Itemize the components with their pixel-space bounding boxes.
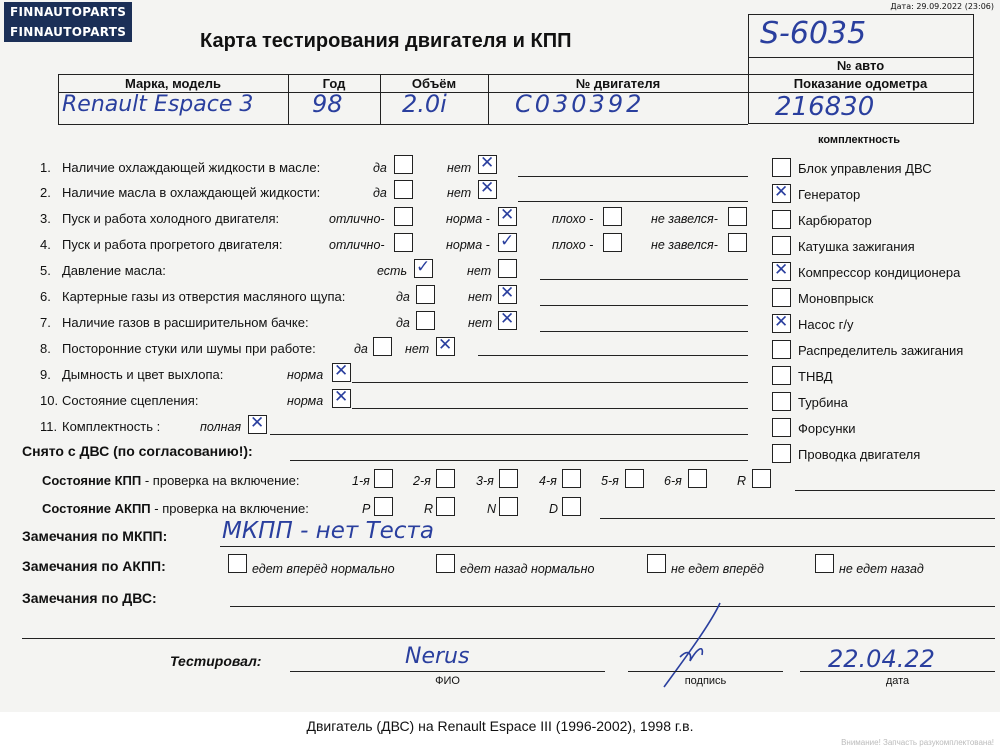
akpp-mode-checkbox-r[interactable] (436, 497, 455, 516)
akpp-remark-checkbox-1[interactable] (228, 554, 247, 573)
comp-checkbox-7[interactable] (772, 314, 791, 333)
q2-opt1-checkbox[interactable] (394, 180, 413, 199)
comp-label-12: Проводка двигателя (798, 447, 921, 462)
kpp-gear-checkbox-4[interactable] (562, 469, 581, 488)
kpp-gear-label-2: 2-я (413, 474, 431, 488)
q7-text: Наличие газов в расширительном бачке: (62, 315, 309, 330)
odometer-label: Показание одометра (793, 76, 928, 91)
tested-date-value: 22.04.22 (828, 645, 935, 673)
q2-text: Наличие масла в охлаждающей жидкости: (62, 185, 321, 200)
q11-num: 11. (40, 419, 58, 434)
q8-opt2-label: нет (405, 342, 430, 356)
akpp-remark-label-3: не едет вперёд (671, 562, 764, 576)
q7-opt1-checkbox[interactable] (416, 311, 435, 330)
auto-number-label: № авто (836, 58, 885, 73)
q5-text: Давление масла: (62, 263, 166, 278)
akpp-mode-checkbox-n[interactable] (499, 497, 518, 516)
q3-opt3-checkbox[interactable] (603, 207, 622, 226)
comp-label-6: Моновпрыск (798, 291, 874, 306)
q2-num: 2. (40, 185, 51, 200)
q8-opt1-checkbox[interactable] (373, 337, 392, 356)
kpp-gear-label-5: 5-я (601, 474, 619, 488)
comp-label-10: Турбина (798, 395, 848, 410)
comp-label-4: Катушка зажигания (798, 239, 915, 254)
q8-opt2-checkbox[interactable] (436, 337, 455, 356)
akpp-remark-label-2: едет назад нормально (460, 562, 595, 576)
volume-value: 2.0i (402, 90, 447, 118)
q4-opt1-checkbox[interactable] (394, 233, 413, 252)
q4-opt2-checkbox[interactable] (498, 233, 517, 252)
kpp-gear-checkbox-r[interactable] (752, 469, 771, 488)
comp-checkbox-4[interactable] (772, 236, 791, 255)
header-year-label: Год (322, 76, 346, 91)
q7-opt2-checkbox[interactable] (498, 311, 517, 330)
q3-opt1-label: отлично- (329, 212, 385, 226)
watermark-logo-1: FINNAUTOPARTS (4, 2, 132, 22)
q4-opt4-label: не завелся- (651, 238, 718, 252)
akpp-suffix: - проверка на включение: (150, 501, 309, 516)
q5-opt1-checkbox[interactable] (414, 259, 433, 278)
q8-num: 8. (40, 341, 51, 356)
comp-checkbox-5[interactable] (772, 262, 791, 281)
q9-num: 9. (40, 367, 51, 382)
kpp-gear-label-4: 4-я (539, 474, 557, 488)
q4-opt1-label: отлично- (329, 238, 385, 252)
make-model-value: Renault Espace 3 (62, 92, 254, 117)
kpp-suffix: - проверка на включение: (141, 473, 300, 488)
tested-name-caption: ФИО (435, 675, 460, 687)
q7-num: 7. (40, 315, 51, 330)
akpp-mode-checkbox-p[interactable] (374, 497, 393, 516)
comp-checkbox-10[interactable] (772, 392, 791, 411)
q3-opt1-checkbox[interactable] (394, 207, 413, 226)
q5-opt2-checkbox[interactable] (498, 259, 517, 278)
q6-text: Картерные газы из отверстия масляного щупа: (62, 289, 346, 304)
header-engine-no-label: № двигателя (575, 76, 661, 91)
photo-caption: Двигатель (ДВС) на Renault Espace III (1996-2002), 1998 г.в. (306, 718, 694, 734)
akpp-label: Состояние АКПП (42, 501, 151, 516)
akpp-remark-label-1: едет вперёд нормально (252, 562, 395, 576)
akpp-mode-label-n: N (487, 502, 497, 516)
comp-label-7: Насос г/у (798, 317, 854, 332)
q11-opt1-label: полная (200, 420, 242, 434)
kpp-label: Состояние КПП (42, 473, 142, 488)
comp-label-1: Блок управления ДВС (798, 161, 932, 176)
remarks-dvs-label: Замечания по ДВС: (22, 590, 157, 606)
akpp-mode-label-p: P (362, 502, 371, 516)
q10-num: 10. (40, 393, 59, 408)
akpp-line (42, 501, 309, 516)
akpp-remark-checkbox-3[interactable] (647, 554, 666, 573)
q4-num: 4. (40, 237, 51, 252)
q3-opt3-label: плохо - (552, 212, 594, 226)
q3-opt2-label: норма - (446, 212, 490, 226)
page-title: Карта тестирования двигателя и КПП (200, 30, 572, 52)
kpp-gear-checkbox-5[interactable] (625, 469, 644, 488)
q9-text: Дымность и цвет выхлопа: (62, 367, 224, 382)
q9-opt1-label: норма (287, 368, 324, 382)
bottom-watermark: Внимание! Запчасть разукомплектована! (841, 738, 994, 747)
q5-opt1-label: есть (377, 264, 408, 278)
q4-opt4-checkbox[interactable] (728, 233, 747, 252)
q3-opt4-checkbox[interactable] (728, 207, 747, 226)
kpp-gear-checkbox-3[interactable] (499, 469, 518, 488)
comp-label-11: Форсунки (798, 421, 856, 436)
q6-num: 6. (40, 289, 51, 304)
q4-text: Пуск и работа прогретого двигателя: (62, 237, 283, 252)
completeness-header: комплектность (818, 134, 901, 146)
akpp-mode-label-r: R (424, 502, 434, 516)
q3-num: 3. (40, 211, 51, 226)
q10-opt1-label: норма (287, 394, 324, 408)
comp-label-9: ТНВД (798, 369, 833, 384)
q11-opt1-checkbox[interactable] (248, 415, 267, 434)
date-caption: дата (885, 675, 910, 687)
q2-opt2-checkbox[interactable] (478, 180, 497, 199)
q1-opt2-label: нет (447, 161, 472, 175)
year-value: 98 (312, 90, 343, 118)
q6-opt2-checkbox[interactable] (498, 285, 517, 304)
comp-label-3: Карбюратор (798, 213, 872, 228)
q1-opt1-checkbox[interactable] (394, 155, 413, 174)
comp-checkbox-12[interactable] (772, 444, 791, 463)
tested-name-value: Nerus (405, 644, 470, 669)
header-make-label: Марка, модель (124, 76, 222, 91)
q7-opt1-label: да (396, 316, 410, 330)
q3-opt4-label: не завелся- (651, 212, 718, 226)
kpp-gear-label-1: 1-я (352, 474, 370, 488)
comp-checkbox-3[interactable] (772, 210, 791, 229)
q6-opt1-checkbox[interactable] (416, 285, 435, 304)
q2-opt1-label: да (373, 186, 387, 200)
odometer-value: 216830 (775, 92, 875, 122)
sign-caption: подпись (684, 675, 727, 687)
tested-label: Тестировал: (170, 653, 262, 669)
comp-checkbox-8[interactable] (772, 340, 791, 359)
q4-opt3-label: плохо - (552, 238, 594, 252)
q1-text: Наличие охлаждающей жидкости в масле: (62, 160, 321, 175)
auto-number-value: S-6035 (760, 16, 867, 51)
engine-number-value: C030392 (515, 90, 645, 118)
kpp-gear-label-r: R (737, 474, 747, 488)
akpp-mode-label-d: D (549, 502, 559, 516)
q6-opt1-label: да (396, 290, 410, 304)
kpp-gear-label-6: 6-я (664, 474, 682, 488)
q3-opt2-checkbox[interactable] (498, 207, 517, 226)
comp-label-8: Распределитель зажигания (798, 343, 964, 358)
q4-opt3-checkbox[interactable] (603, 233, 622, 252)
q5-num: 5. (40, 263, 51, 278)
comp-checkbox-6[interactable] (772, 288, 791, 307)
remarks-mkpp-value: МКПП - нет Теста (222, 518, 434, 544)
q6-opt2-label: нет (468, 290, 493, 304)
akpp-remark-label-4: не едет назад (839, 562, 924, 576)
q5-opt2-label: нет (467, 264, 492, 278)
kpp-gear-checkbox-1[interactable] (374, 469, 393, 488)
akpp-mode-checkbox-d[interactable] (562, 497, 581, 516)
watermark-logo-2: FINNAUTOPARTS (4, 22, 132, 42)
q3-text: Пуск и работа холодного двигателя: (62, 211, 280, 226)
akpp-remark-checkbox-2[interactable] (436, 554, 455, 573)
q1-opt2-checkbox[interactable] (478, 155, 497, 174)
q4-opt2-label: норма - (446, 238, 490, 252)
kpp-gear-checkbox-2[interactable] (436, 469, 455, 488)
q1-num: 1. (40, 160, 51, 175)
remarks-mkpp-label: Замечания по МКПП: (22, 528, 168, 544)
q8-opt1-label: да (354, 342, 368, 356)
header-volume-label: Объём (411, 76, 457, 91)
q10-opt1-checkbox[interactable] (332, 389, 351, 408)
removed-label: Снято с ДВС (по согласованию!): (22, 443, 253, 459)
date-stamp: Дата: 29.09.2022 (23:06) (890, 2, 994, 11)
q11-text: Комплектность : (62, 419, 161, 434)
akpp-remark-checkbox-4[interactable] (815, 554, 834, 573)
q10-text: Состояние сцепления: (62, 393, 199, 408)
remarks-akpp-label: Замечания по АКПП: (22, 558, 166, 574)
comp-checkbox-9[interactable] (772, 366, 791, 385)
comp-checkbox-1[interactable] (772, 158, 791, 177)
kpp-line (42, 473, 299, 488)
kpp-gear-label-3: 3-я (476, 474, 494, 488)
comp-label-5: Компрессор кондиционера (798, 265, 961, 280)
q1-opt1-label: да (373, 161, 387, 175)
q9-opt1-checkbox[interactable] (332, 363, 351, 382)
q7-opt2-label: нет (468, 316, 493, 330)
comp-checkbox-11[interactable] (772, 418, 791, 437)
comp-checkbox-2[interactable] (772, 184, 791, 203)
q2-opt2-label: нет (447, 186, 472, 200)
comp-label-2: Генератор (798, 187, 861, 202)
kpp-gear-checkbox-6[interactable] (688, 469, 707, 488)
q8-text: Посторонние стуки или шумы при работе: (62, 341, 316, 356)
